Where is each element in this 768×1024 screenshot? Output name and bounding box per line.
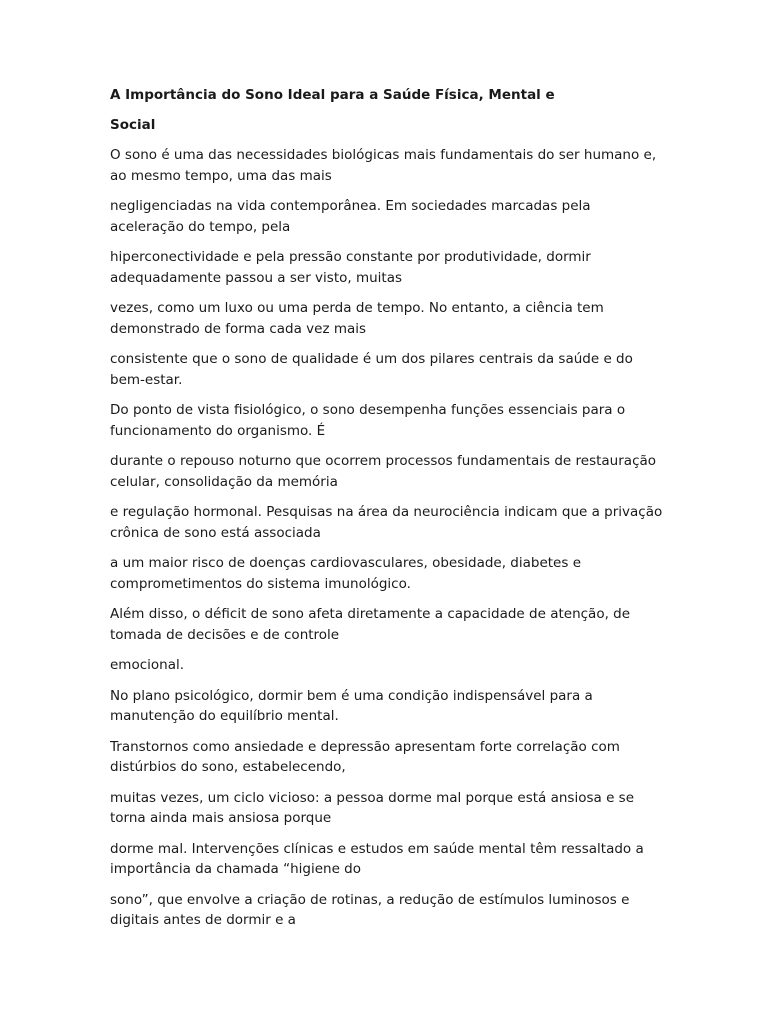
paragraph-line: tomada de decisões e de controle — [110, 626, 340, 643]
paragraph — [110, 655, 670, 676]
paragraph-line: vezes, como um luxo ou uma perda de tempo. No entanto, a ciência tem — [110, 300, 604, 316]
paragraph-line: distúrbios do sono, estabelecendo, — [110, 759, 346, 775]
paragraph-line: aceleração do tempo, pela — [110, 218, 291, 235]
paragraph — [110, 737, 670, 778]
paragraph — [110, 839, 670, 880]
paragraph — [110, 400, 670, 441]
paragraph — [110, 145, 670, 186]
paragraph-line: celular, consolidação da memória — [110, 473, 338, 490]
paragraph-line: digitais antes de dormir e a — [110, 912, 296, 928]
paragraph — [110, 298, 670, 339]
paragraph-line: crônica de sono está associada — [110, 524, 321, 541]
paragraph — [110, 451, 670, 492]
document-body — [110, 85, 670, 941]
paragraph — [110, 686, 670, 727]
paragraph-line: negligenciadas na vida contemporânea. Em sociedades marcadas pela — [110, 198, 591, 214]
paragraph — [110, 553, 670, 594]
paragraph — [110, 788, 670, 829]
paragraph-line: durante o repouso noturno que ocorrem processos fundamentais de restauração — [110, 453, 657, 469]
paragraph-line: comprometimentos do sistema imunológico. — [110, 575, 411, 592]
paragraph — [110, 247, 670, 288]
paragraph-line: emocional. — [110, 657, 185, 673]
paragraph-line: manutenção do equilíbrio mental. — [110, 708, 339, 724]
paragraph-line: a um maior risco de doenças cardiovasculares, obesidade, diabetes e — [110, 555, 581, 571]
paragraph-line: torna ainda mais ansiosa porque — [110, 810, 332, 826]
paragraph — [110, 604, 670, 645]
paragraph-line: funcionamento do organismo. É — [110, 422, 326, 439]
paragraph-line: Transtornos como ansiedade e depressão apresentam forte correlação com — [110, 738, 620, 755]
paragraph-line: hiperconectividade e pela pressão constante por produtividade, dormir — [110, 249, 591, 265]
paragraph-line: ao mesmo tempo, uma das mais — [110, 167, 332, 184]
document-title-line-2: Social — [110, 117, 156, 133]
paragraph-line: Além disso, o déficit de sono afeta diretamente a capacidade de atenção, de — [110, 606, 631, 622]
paragraph — [110, 349, 670, 390]
paragraph-line: adequadamente passou a ser visto, muitas — [110, 269, 403, 286]
paragraph-line: muitas vezes, um ciclo vicioso: a pessoa dorme mal porque está ansiosa e se — [110, 789, 635, 806]
paragraph-line: consistente que o sono de qualidade é um dos pilares centrais da saúde e do — [110, 351, 633, 367]
paragraph-line: No plano psicológico, dormir bem é uma condição indispensável para a — [110, 687, 593, 704]
paragraph-line: dorme mal. Intervenções clínicas e estudos em saúde mental têm ressaltado a — [110, 840, 644, 857]
paragraph — [110, 196, 670, 237]
paragraph-line: bem-estar. — [110, 371, 183, 388]
paragraph-line: importância da chamada “higiene do — [110, 861, 361, 877]
paragraph-line: e regulação hormonal. Pesquisas na área da neurociência indicam que a privação — [110, 504, 663, 520]
paragraph-line: demonstrado de forma cada vez mais — [110, 320, 367, 337]
paragraph-line: sono”, que envolve a criação de rotinas, a redução de estímulos luminosos e — [110, 891, 630, 908]
paragraph-line: O sono é uma das necessidades biológicas mais fundamentais do ser humano e, — [110, 147, 657, 163]
paragraph — [110, 890, 670, 931]
document-title-line-1: A Importância do Sono Ideal para a Saúde Física, Mental e — [110, 87, 555, 103]
paragraph-line: Do ponto de vista fisiológico, o sono desempenha funções essenciais para o — [110, 402, 626, 418]
paragraph — [110, 502, 670, 543]
